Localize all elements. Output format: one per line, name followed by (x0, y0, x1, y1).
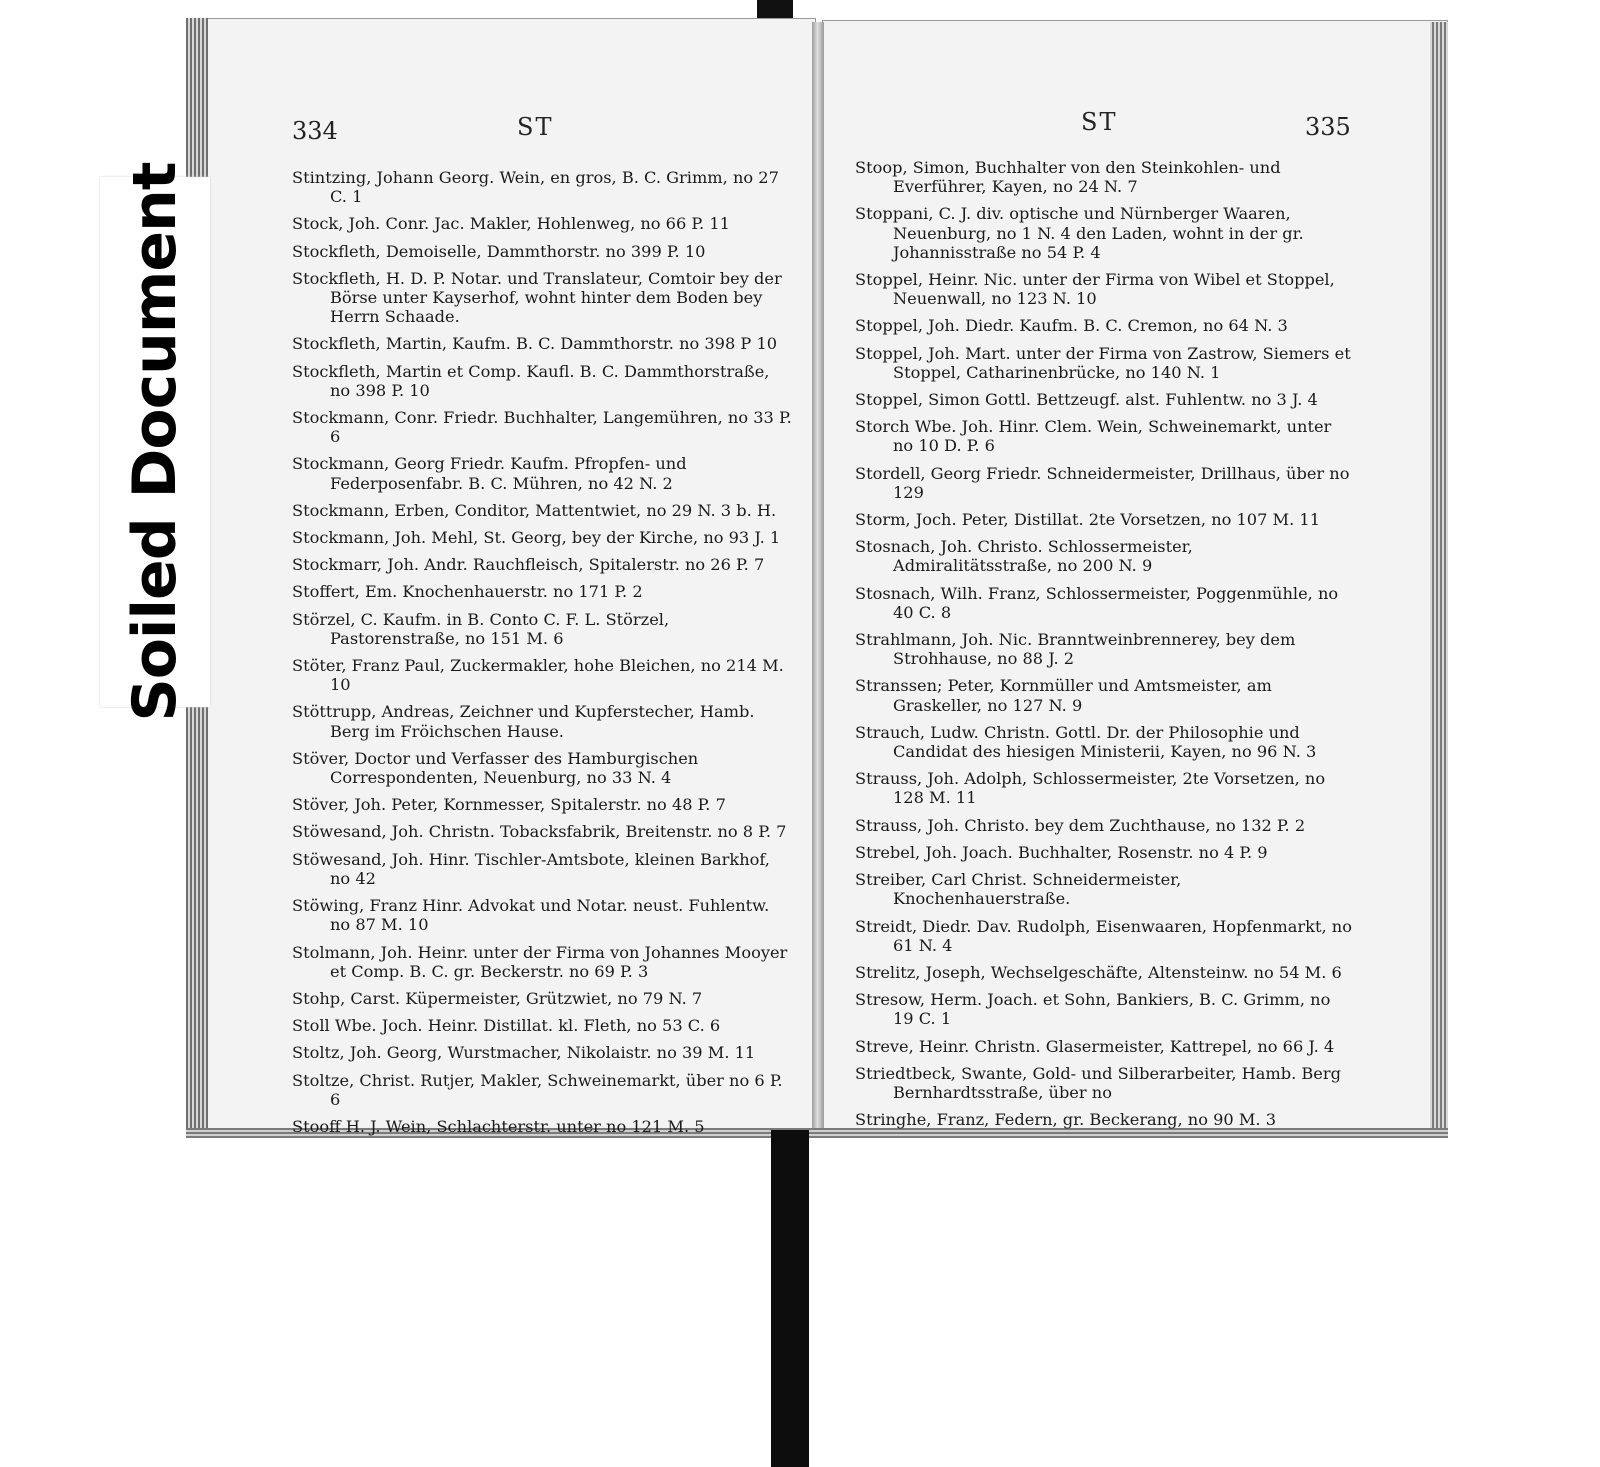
directory-entry: Storm, Joch. Peter, Distillat. 2te Vorsetzen, no 107 M. 11 (855, 510, 1321, 530)
bookmark-ribbon (771, 1130, 809, 1467)
stamp-text: Soiled Document (120, 162, 190, 722)
directory-entry: Stockfleth, Martin et Comp. Kaufl. B. C. Dammthorstraße, no 398 P. 10 (292, 361, 770, 400)
directory-entry: Strahlmann, Joh. Nic. Branntweinbrennerey, bey dem Strohhause, no 88 J. 2 (855, 630, 1296, 669)
directory-entry: Stolmann, Joh. Heinr. unter der Firma von Johannes Mooyer et Comp. B. C. gr. Beckerstr. no 69 P. 3 (292, 942, 788, 981)
left-entries-list (292, 168, 792, 1144)
right-entries-list (855, 158, 1355, 1137)
directory-entry: Stringhe, Franz, Federn, gr. Beckerang, no 90 M. 3 (855, 1110, 1277, 1130)
directory-entry: Striedtbeck, Swante, Gold- und Silberarbeiter, Hamb. Berg Bernhardtsstraße, über no (855, 1063, 1341, 1102)
directory-entry: Stoop, Simon, Buchhalter von den Steinkohlen- und Everführer, Kayen, no 24 N. 7 (855, 158, 1281, 197)
soiled-document-stamp (100, 162, 210, 722)
directory-entry: Stockmann, Erben, Conditor, Mattentwiet, no 29 N. 3 b. H. (292, 500, 777, 520)
directory-entry: Stockfleth, H. D. P. Notar. und Translateur, Comtoir bey der Börse unter Kayserhof, wohnt hinter dem Boden bey Herrn Schaade. (292, 268, 782, 327)
directory-entry: Strauss, Joh. Christo. bey dem Zuchthause, no 132 P. 2 (855, 815, 1306, 835)
directory-entry: Stresow, Herm. Joach. et Sohn, Bankiers, B. C. Grimm, no 19 C. 1 (855, 990, 1331, 1029)
directory-entry: Stockmann, Georg Friedr. Kaufm. Pfropfen- und Federposenfabr. B. C. Mühren, no 42 N. 2 (292, 454, 687, 493)
directory-entry: Stöter, Franz Paul, Zuckermakler, hohe Bleichen, no 214 M. 10 (292, 656, 784, 695)
directory-entry: Stöver, Joh. Peter, Kornmesser, Spitalerstr. no 48 P. 7 (292, 795, 726, 815)
right-page-edge (1430, 22, 1448, 1136)
directory-entry: Stoppani, C. J. div. optische und Nürnberger Waaren, Neuenburg, no 1 N. 4 den Laden, wohnt in der gr. Johannisstraße no 54 P. 4 (855, 204, 1304, 262)
directory-entry: Störzel, C. Kaufm. in B. Conto C. F. L. Störzel, Pastorenstraße, no 151 M. 6 (292, 609, 670, 648)
book-gutter (812, 22, 824, 1136)
directory-entry: Stoppel, Heinr. Nic. unter der Firma von Wibel et Stoppel, Neuenwall, no 123 N. 10 (855, 270, 1335, 309)
directory-entry: Stoppel, Joh. Diedr. Kaufm. B. C. Cremon, no 64 N. 3 (855, 316, 1288, 336)
left-page-number: 334 (292, 117, 338, 145)
directory-entry: Stockmarr, Joh. Andr. Rauchfleisch, Spitalerstr. no 26 P. 7 (292, 555, 765, 575)
directory-entry: Stockmann, Joh. Mehl, St. Georg, bey der Kirche, no 93 J. 1 (292, 528, 781, 548)
directory-entry: Stordell, Georg Friedr. Schneidermeister, Drillhaus, über no 129 (855, 463, 1350, 502)
directory-entry: Stöttrupp, Andreas, Zeichner und Kupferstecher, Hamb. Berg im Fröichschen Hause. (292, 702, 755, 741)
directory-entry: Stöwing, Franz Hinr. Advokat und Notar. neust. Fuhlentw. no 87 M. 10 (292, 896, 770, 935)
directory-entry: Stöwesand, Joh. Christn. Tobacksfabrik, Breitenstr. no 8 P. 7 (292, 822, 787, 842)
directory-entry: Stöwesand, Joh. Hinr. Tischler-Amtsbote, kleinen Barkhof, no 42 (292, 849, 770, 888)
directory-entry: Stöver, Doctor und Verfasser des Hamburgischen Correspondenten, Neuenburg, no 33 N. 4 (292, 748, 699, 788)
directory-entry: Stosnach, Joh. Christo. Schlossermeister, Admiralitätsstraße, no 200 N. 9 (855, 537, 1193, 576)
directory-entry: Stoltz, Joh. Georg, Wurstmacher, Nikolaistr. no 39 M. 11 (292, 1043, 756, 1063)
directory-entry: Storch Wbe. Joh. Hinr. Clem. Wein, Schweinemarkt, unter no 10 D. P. 6 (855, 417, 1332, 456)
directory-entry: Strauch, Ludw. Christn. Gottl. Dr. der Philosophie und Candidat des hiesigen Ministerii, Kayen, no 96 N. 3 (855, 722, 1317, 762)
directory-entry: Stoffert, Em. Knochenhauerstr. no 171 P. 2 (292, 582, 643, 602)
directory-entry: Stoppel, Simon Gottl. Bettzeugf. alst. Fuhlentw. no 3 J. 4 (855, 390, 1318, 410)
directory-entry: Stintzing, Johann Georg. Wein, en gros, B. C. Grimm, no 27 C. 1 (292, 168, 779, 207)
directory-entry: Stohp, Carst. Küpermeister, Grützwiet, no 79 N. 7 (292, 988, 703, 1008)
directory-entry: Stosnach, Wilh. Franz, Schlossermeister, Poggenmühle, no 40 C. 8 (855, 583, 1339, 622)
directory-entry: Stoltze, Christ. Rutjer, Makler, Schweinemarkt, über no 6 P. 6 (292, 1070, 783, 1109)
directory-entry: Stockmann, Conr. Friedr. Buchhalter, Langemühren, no 33 P. 6 (292, 408, 792, 447)
directory-entry: Stockfleth, Demoiselle, Dammthorstr. no 399 P. 10 (292, 241, 706, 261)
directory-entry: Strelitz, Joseph, Wechselgeschäfte, Altensteinw. no 54 M. 6 (855, 962, 1342, 982)
directory-entry: Streidt, Diedr. Dav. Rudolph, Eisenwaaren, Hopfenmarkt, no 61 N. 4 (855, 916, 1352, 955)
right-page-header: ST (1081, 108, 1118, 136)
directory-entry: Streve, Heinr. Christn. Glasermeister, Kattrepel, no 66 J. 4 (855, 1036, 1335, 1056)
directory-entry: Strauss, Joh. Adolph, Schlossermeister, 2te Vorsetzen, no 128 M. 11 (855, 769, 1326, 808)
directory-entry: Stooff H. J. Wein, Schlachterstr. unter no 121 M. 5 (292, 1116, 705, 1136)
directory-entry: Stoll Wbe. Joch. Heinr. Distillat. kl. Fleth, no 53 C. 6 (292, 1016, 721, 1036)
right-page-number: 335 (1305, 113, 1351, 141)
directory-entry: Stockfleth, Martin, Kaufm. B. C. Dammthorstr. no 398 P 10 (292, 334, 778, 354)
directory-entry: Stock, Joh. Conr. Jac. Makler, Hohlenweg, no 66 P. 11 (292, 214, 730, 234)
left-page-header: ST (517, 113, 554, 141)
directory-entry: Stoppel, Joh. Mart. unter der Firma von Zastrow, Siemers et Stoppel, Catharinenbrücke, no 140 N. 1 (855, 343, 1351, 382)
directory-entry: Strebel, Joh. Joach. Buchhalter, Rosenstr. no 4 P. 9 (855, 842, 1268, 862)
directory-entry: Streiber, Carl Christ. Schneidermeister, Knochenhauerstraße. (855, 870, 1182, 909)
directory-entry: Stranssen; Peter, Kornmüller und Amtsmeister, am Graskeller, no 127 N. 9 (855, 676, 1272, 715)
